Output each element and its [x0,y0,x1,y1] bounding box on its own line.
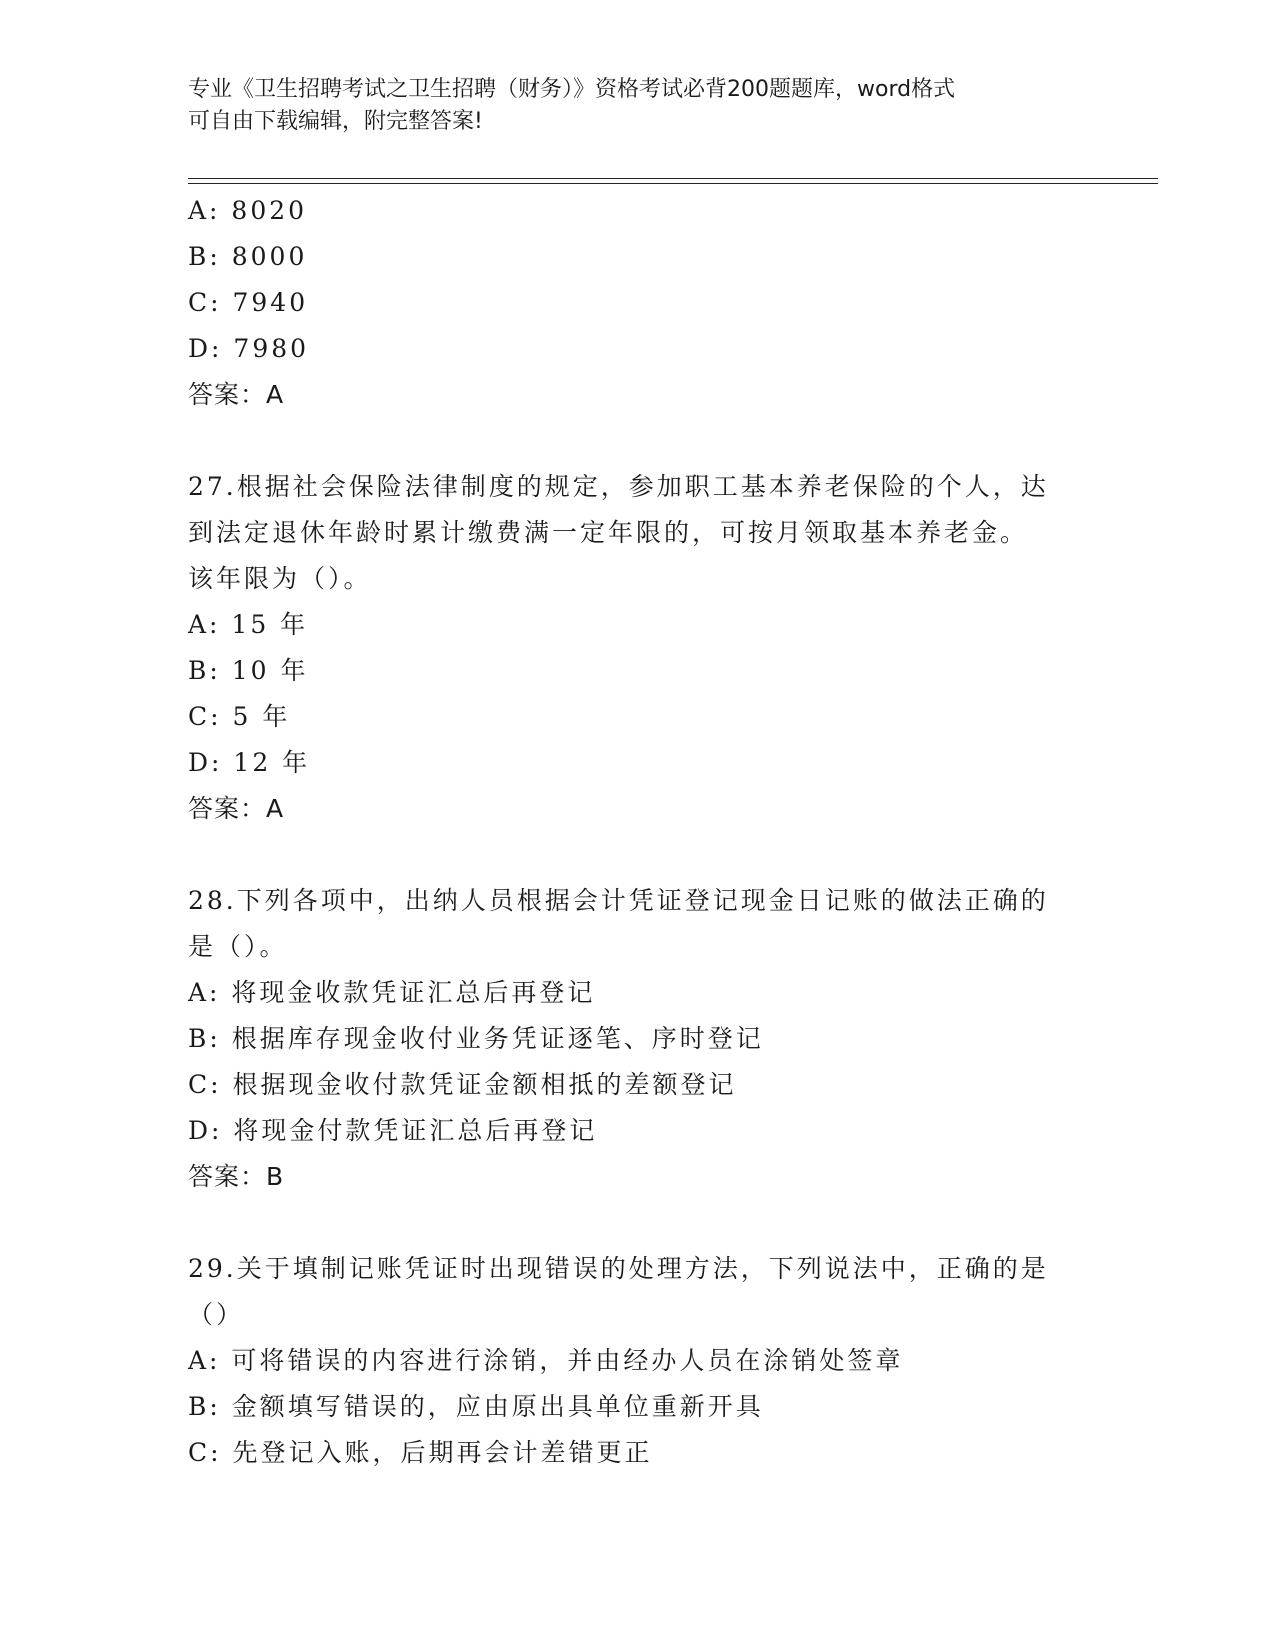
option-d: D: 7980 [188,334,310,363]
question-26 [188,188,1088,418]
option-a: A: 8020 [188,196,308,225]
question-text-line: （） [188,1300,245,1329]
header-title-line-2: 可自由下载编辑，附完整答案! [188,109,483,134]
question-text-line: 29.关于填制记账凭证时出现错误的处理方法，下列说法中，正确的是 [188,1254,1049,1283]
option-b: B: 8000 [188,242,308,271]
header-divider-top [188,178,1158,179]
answer-line: 答案：A [188,380,285,409]
option-d: D: 将现金付款凭证汇总后再登记 [188,1116,598,1145]
option-b: B: 金额填写错误的，应由原出具单位重新开具 [188,1392,764,1421]
question-text-line: 27.根据社会保险法律制度的规定，参加职工基本养老保险的个人，达 [188,472,1049,501]
question-29 [188,1246,1088,1476]
question-text-line: 该年限为（）。 [188,564,372,593]
answer-line: 答案：B [188,1162,285,1191]
option-c: C: 根据现金收付款凭证金额相抵的差额登记 [188,1070,737,1099]
option-a: A: 15 年 [188,610,309,639]
header-divider-bottom [188,183,1158,184]
answer-line: 答案：A [188,794,285,823]
question-text-line: 是（）。 [188,932,288,961]
question-text-line: 到法定退休年龄时累计缴费满一定年限的，可按月领取基本养老金。 [188,518,1029,547]
option-b: B: 根据库存现金收付业务凭证逐笔、序时登记 [188,1024,764,1053]
option-b: B: 10 年 [188,656,309,685]
option-c: C: 5 年 [188,702,291,731]
header-title-line-1: 专业《卫生招聘考试之卫生招聘（财务）》资格考试必背200题题库，word格式 [188,77,956,102]
option-a: A: 将现金收款凭证汇总后再登记 [188,978,596,1007]
option-c: C: 先登记入账，后期再会计差错更正 [188,1438,653,1467]
option-d: D: 12 年 [188,748,311,777]
option-a: A: 可将错误的内容进行涂销，并由经办人员在涂销处签章 [188,1346,904,1375]
question-27 [188,464,1088,832]
question-text-line: 28.下列各项中，出纳人员根据会计凭证登记现金日记账的做法正确的 [188,886,1049,915]
option-c: C: 7940 [188,288,309,317]
question-list [188,188,1088,1476]
document-header [188,74,1088,138]
question-28 [188,878,1088,1200]
